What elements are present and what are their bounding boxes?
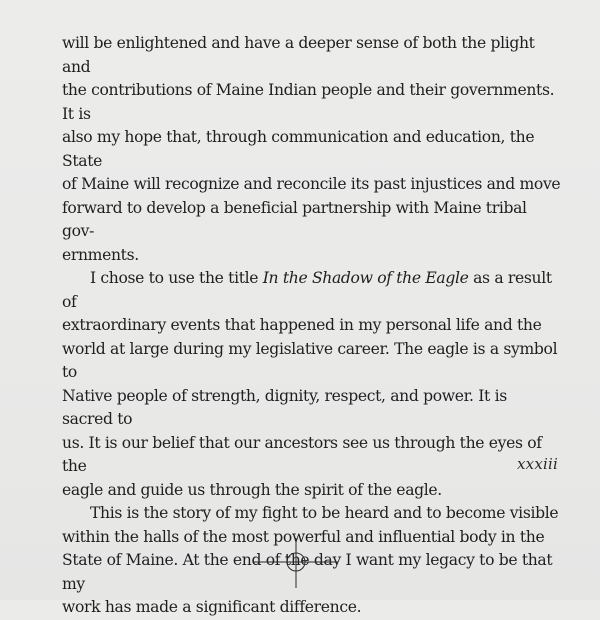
book-title: In the Shadow of the Eagle: [262, 269, 469, 287]
text-line: Native people of strength, dignity, respect, and power. It is sacred to: [62, 386, 507, 428]
text-line: the contributions of Maine Indian people and their governments. It is: [62, 81, 555, 123]
paragraph-2: [62, 267, 562, 502]
text-line: forward to develop a beneficial partnership with Maine tribal gov-: [62, 198, 527, 240]
text-line: also my hope that, through communication and education, the State: [62, 128, 535, 170]
registration-mark-icon: [254, 538, 338, 588]
text-line: work has made a significant difference.: [62, 598, 362, 616]
text-line: world at large during my legislative career. The eagle is a symbol to: [62, 339, 558, 381]
text-line: extraordinary events that happened in my personal life and the: [62, 316, 542, 334]
text-line: within the halls of the most powerful and influential body in the: [62, 527, 545, 546]
text-line: This is the story of my fight to be heard and to become visible: [90, 504, 559, 522]
text-line: eagle and guide us through the spirit of the eagle.: [62, 480, 442, 499]
text-line: of Maine will recognize and reconcile its past injustices and move: [62, 175, 561, 193]
text-line: ernments.: [62, 245, 139, 264]
text-run: as a result of: [62, 269, 552, 311]
paragraph-1: [62, 32, 562, 267]
page-number: xxxiii: [517, 455, 558, 473]
text-line: State of Maine. At the end of the day I want my legacy to be that my: [62, 551, 553, 593]
body-text: [62, 32, 562, 620]
text-line: us. It is our belief that our ancestors see us through the eyes of the: [62, 433, 542, 475]
text-run: I chose to use the title: [90, 269, 263, 287]
text-line: will be enlightened and have a deeper sense of both the plight and: [62, 34, 535, 76]
